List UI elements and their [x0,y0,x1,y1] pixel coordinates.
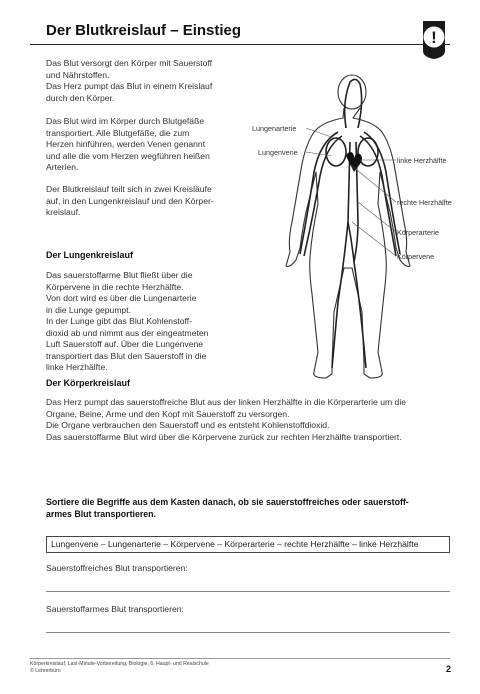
text-line: Das Herz pumpt das Blut in einem Kreislauf [46,81,213,91]
label-lungenarterie: Lungenarterie [252,124,297,133]
text-line: Das Blut wird im Körper durch Blutgefäße [46,116,205,126]
text-line: Die Organe verbrauchen den Sauerstoff und es entsteht Kohlenstoffdioxid. [46,420,330,430]
text-line: auf, in den Lungenkreislauf und den Körper- [46,195,214,206]
task-question-line: armes Blut transportieren. [46,509,156,519]
text-line: dioxid ab und nimmt aus der eingeatmeten [46,327,209,338]
footer-line: Körperkreislauf, Last-Minute-Vorbereitung, Biologie, 6. Haupt- und Realschule [30,661,209,667]
text-line: In der Lunge gibt das Blut Kohlenstoff- [46,316,193,326]
lungenkreislauf-text [46,270,238,374]
text-line: transportiert das Blut den Sauerstoff in die [46,350,207,361]
text-line: Luft Sauerstoff auf. Über die Lungenvene [46,339,204,349]
text-line: Der Blutkreislauf teilt sich in zwei Kreisläufe [46,184,212,194]
answer-line-rich[interactable] [46,591,450,592]
prompt-oxygen-poor: Sauerstoffarmes Blut transportieren: [46,604,184,614]
text-line: Von dort wird es über die Lungenarterie [46,293,197,303]
text-line: und Nährstoffen. [46,69,110,80]
footer-rule [30,658,450,659]
text-line: Das sauerstoffarme Blut fließt über die [46,270,193,280]
answer-line-poor[interactable] [46,632,450,633]
page-number: 2 [446,664,452,674]
badge-symbol: ! [431,28,437,47]
task-question [46,496,446,520]
text-line: in die Lunge gepumpt. [46,304,132,315]
text-line: durch den Körper. [46,92,115,103]
koerperkreislauf-text [46,397,446,443]
text-line: Das sauerstoffarme Blut wird über die Körpervene zurück zur rechten Herzhälfte transportiert. [46,431,402,442]
footer-copyright: © Lehrerbüro [30,668,61,674]
label-rechte-herzhaelfte: rechte Herzhälfte [397,198,452,207]
label-linke-herzhaelfte: linke Herzhälfte [397,156,447,165]
term-box: Lungenvene – Lungenarterie – Körpervene – Körperarterie – rechte Herzhälfte – linke Herzhälfte [46,536,450,553]
intro-paragraph-2 [46,116,238,174]
label-lungenvene: Lungenvene [258,148,298,157]
title-bar [30,22,450,45]
footer [30,661,209,675]
koerperkreislauf-heading: Der Körperkreislauf [46,378,131,388]
label-koerpervene: Körpervene [397,252,435,261]
lungenkreislauf-heading: Der Lungenkreislauf [46,250,134,260]
task-question-line: Sortiere die Begriffe aus dem Kasten danach, ob sie sauerstoffreiches oder sauerstoff- [46,497,409,507]
intro-paragraph-3 [46,184,238,219]
text-line: Das Blut versorgt den Körper mit Sauerstoff [46,58,213,68]
label-koerperarterie: Körperarterie [397,228,439,237]
exclamation-badge-icon [420,21,448,59]
text-line: Organe, Beine, Arme und den Kopf mit Sauerstoff zu versorgen. [46,408,290,419]
circulation-figure [240,72,440,402]
text-line: linke Herzhälfte. [46,362,108,372]
text-line: transportiert. Alle Blutgefäße, die zum [46,127,190,138]
page-title: Der Blutkreislauf – Einstieg [46,22,242,39]
prompt-oxygen-rich: Sauerstoffreiches Blut transportieren: [46,563,188,573]
intro-paragraph-1 [46,58,238,104]
text-line: Herzen hinführen, werden Venen genannt [46,139,206,149]
text-line: und alle die vom Herzen wegführen heißen [46,150,210,161]
text-line: kreislauf. [46,207,81,217]
text-line: Arterien. [46,162,79,172]
text-line: Körpervene in die rechte Herzhälfte. [46,281,184,292]
text-line: Das Herz pumpt das sauerstoffreiche Blut aus der linken Herzhälfte in die Körperarterie um die [46,397,407,407]
